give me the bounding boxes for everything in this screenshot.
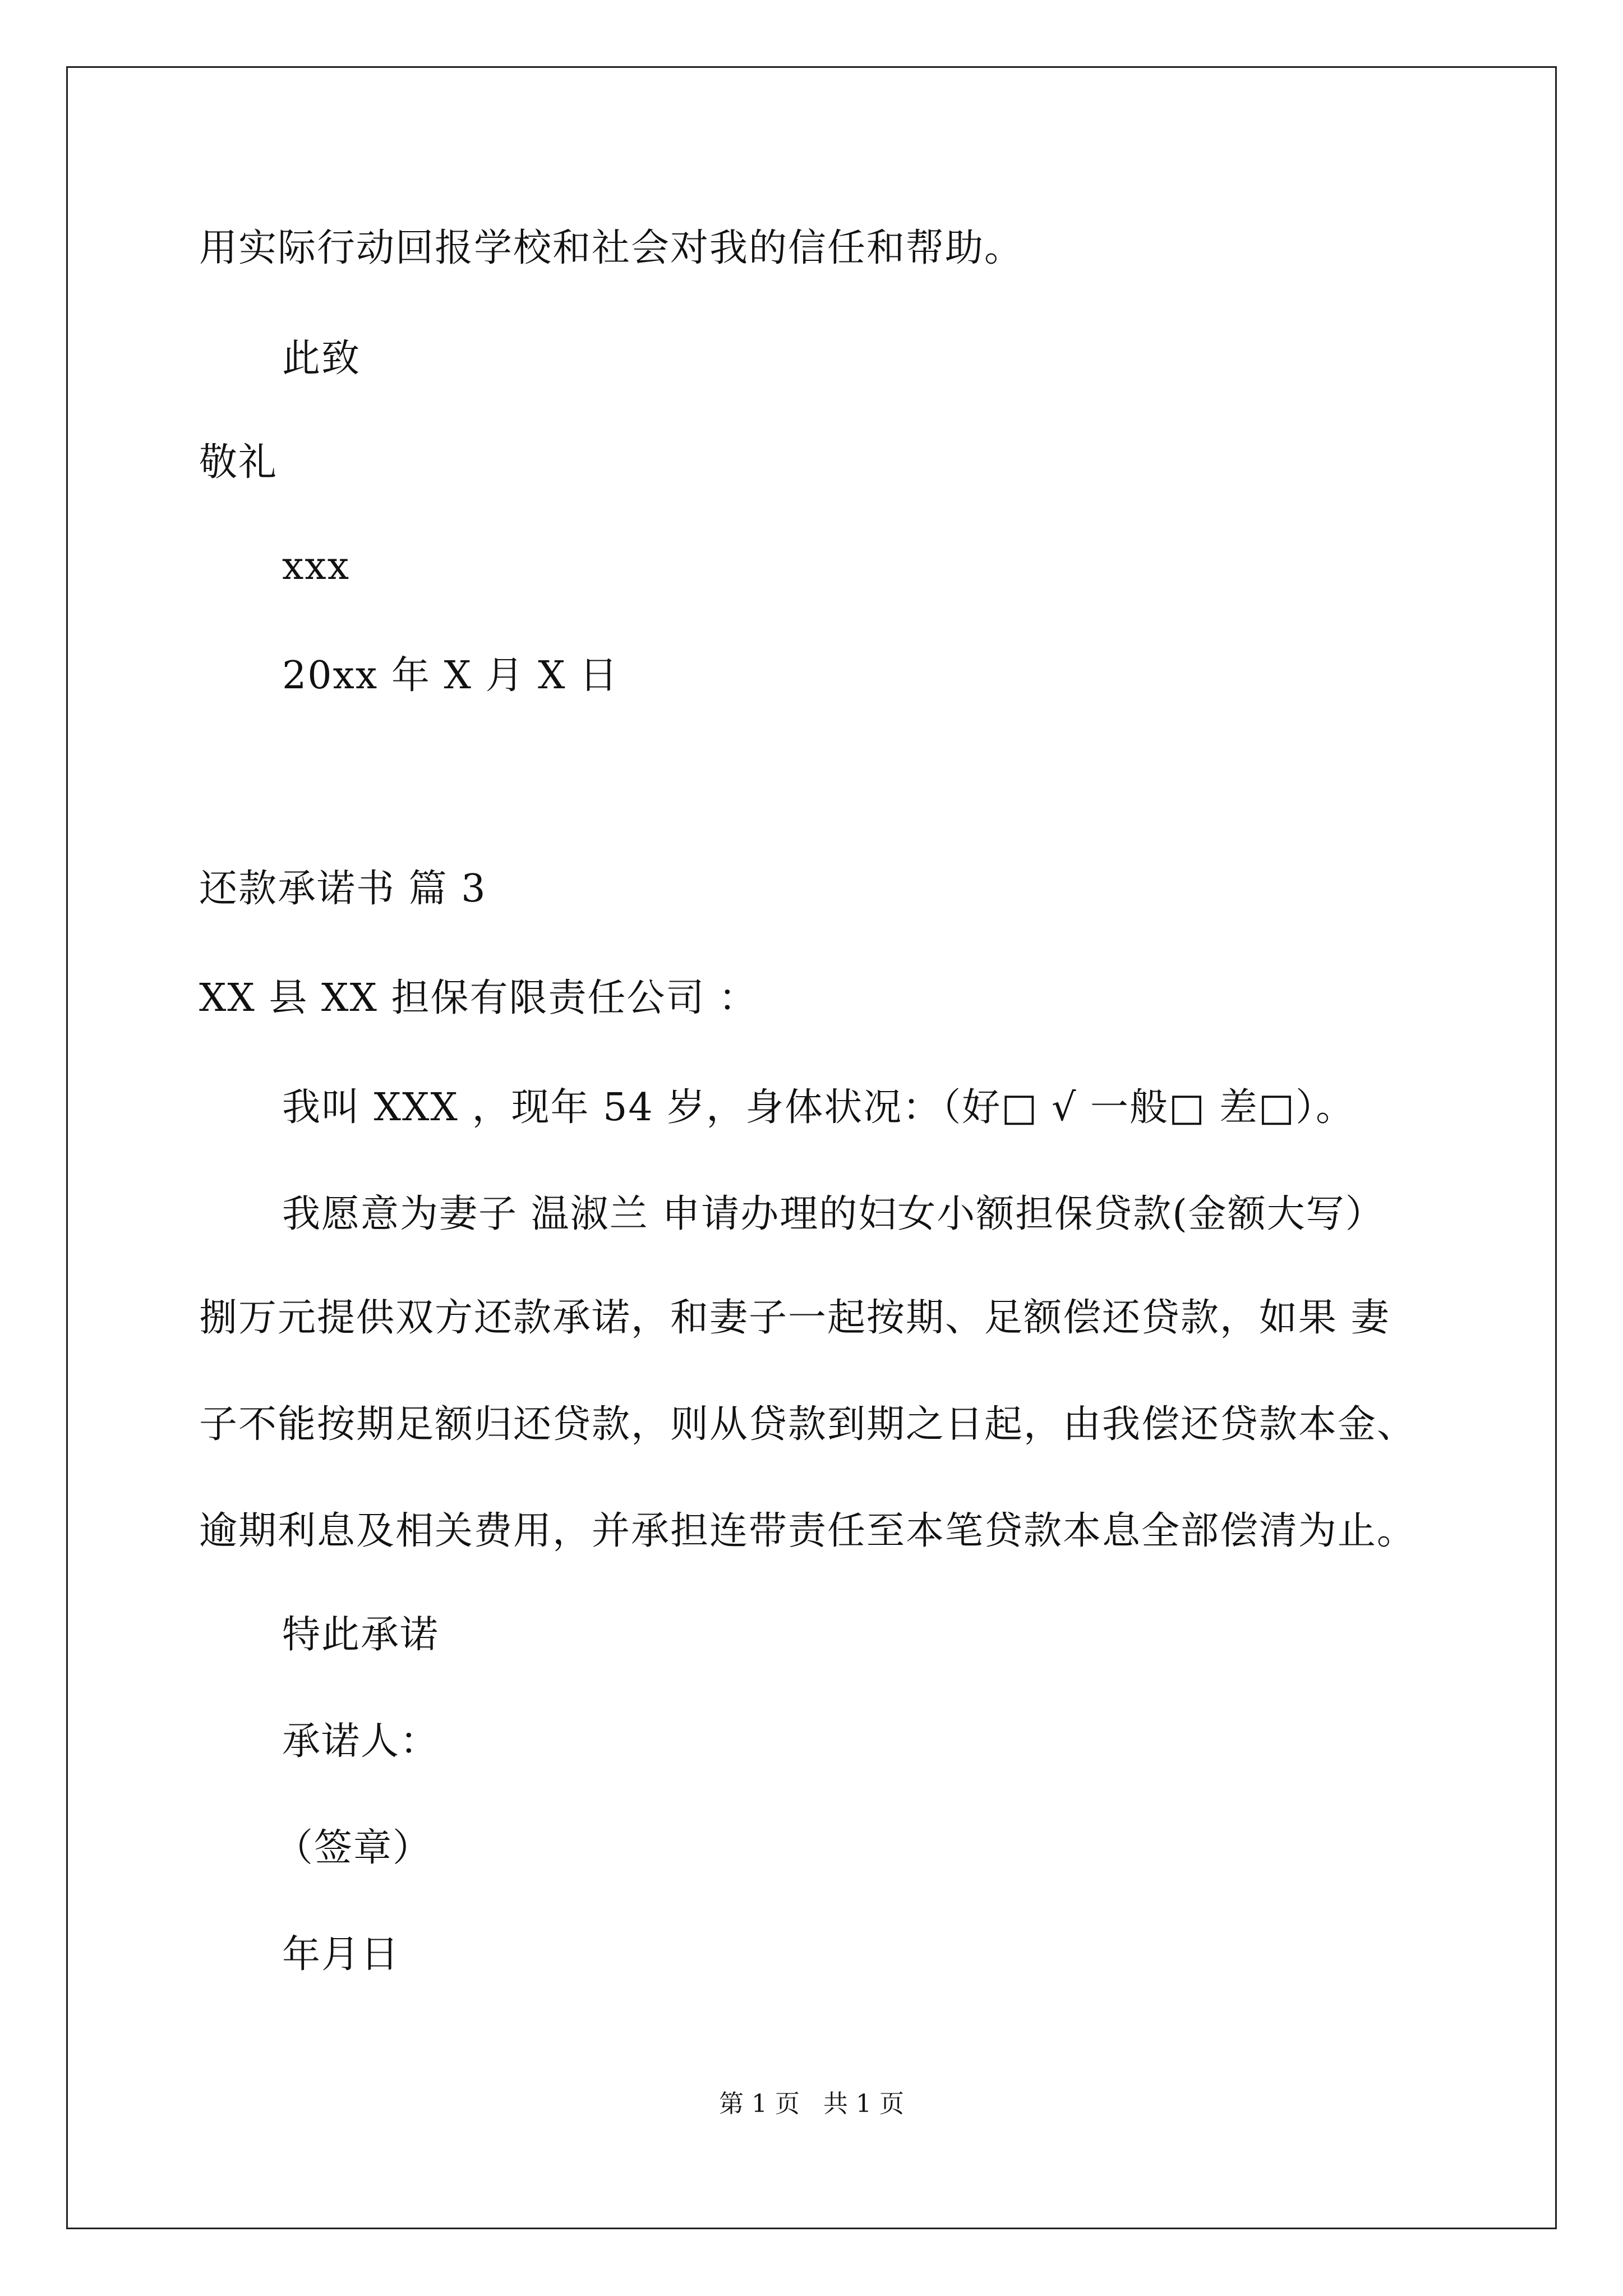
body-text-line: 我叫 XXX ，现年 54 岁，身体状况：（好□ √ 一般□ 差□）。 [282,1085,1355,1130]
body-text-line: 我愿意为妻子 温淑兰 申请办理的妇女小额担保贷款(金额大写） [282,1192,1385,1236]
salutation-jingli: 敬礼 [199,440,278,485]
closing-statement: 特此承诺 [282,1613,440,1657]
body-text-line: 捌万元提供双方还款承诺，和妻子一起按期、足额偿还贷款，如果 妻 [199,1296,1390,1340]
body-text-line: 子不能按期足额归还贷款，则从贷款到期之日起，由我偿还贷款本金、 [199,1402,1417,1447]
recipient-line: XX 县 XX 担保有限责任公司 ： [199,976,758,1020]
signature-name: xxx [282,544,351,588]
body-text-line: 用实际行动回报学校和社会对我的信任和帮助。 [199,226,1024,270]
signature-seal-label: （签章） [275,1826,432,1870]
section-title: 还款承诺书 篇 3 [199,867,487,911]
body-text-line: 逾期利息及相关费用，并承担连带责任至本笔贷款本息全部偿清为止。 [199,1509,1417,1553]
salutation-cizhi: 此致 [282,337,361,381]
date-label: 年月日 [282,1932,400,1977]
page-frame [66,66,1557,2229]
page-number-footer: 第 1 页 共 1 页 [719,2090,904,2118]
signature-date: 20xx 年 X 月 X 日 [282,654,619,698]
promisor-label: 承诺人： [282,1719,440,1764]
